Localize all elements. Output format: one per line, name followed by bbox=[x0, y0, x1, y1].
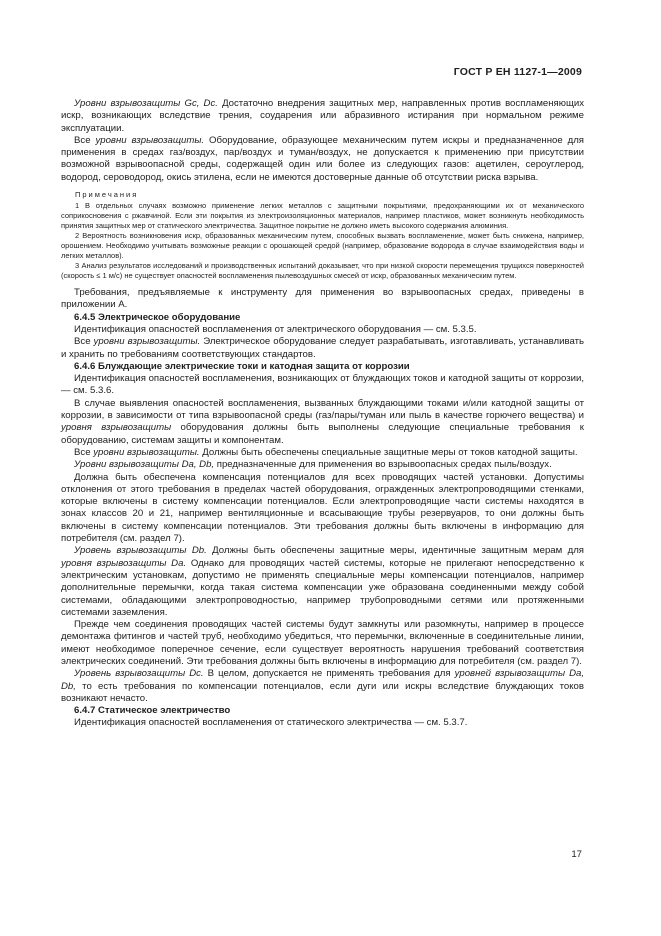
page-number: 17 bbox=[571, 849, 582, 860]
paragraph: Идентификация опасностей воспламенения от статического электричества — см. 5.3.7. bbox=[74, 717, 468, 729]
paragraph: Уровни взрывозащиты Da, Db, предназначенные для применения во взрывоопасных средах пыль/воздух. bbox=[74, 459, 552, 471]
note: 1 В отдельных случаях возможно применение легких металлов с защитными покрытиями, предохраняющими их от механического соприкосновения с ржавчиной. Если эти покрытия из электроизоляционных материалов, например пластиков, может возникнуть необходимость принятия защитных мер от статического электричества. Защитное покрытие не должно иметь высокого содержания алюминия. bbox=[61, 201, 584, 231]
paragraph: Должна быть обеспечена компенсация потенциалов для всех проводящих частей установки. Допустимы отклонения от этого требования в пределах частей оборудования, огражденных электропроводящими стенками, которые включены в систему компенсации потенциалов. Если электропроводящие части системы находятся в зонах классов 20 и 21, например вентиляционные и всасывающие трубы резервуаров, то они должны быть включены в систему компенсации потенциалов. Эти требования должны быть включены в информацию для потребителя (см. раздел 7). bbox=[61, 471, 584, 545]
page-body bbox=[61, 98, 584, 730]
section-heading: 6.4.7 Статическое электричество bbox=[74, 705, 231, 717]
paragraph: Уровень взрывозащиты Dc. В целом, допускается не применять требования для уровней взрывозащиты Da, Db, то есть требования по компенсации потенциалов, если дуги или искры вследствие блуждающих токов возникают нечасто. bbox=[61, 668, 584, 704]
paragraph: Все уровни взрывозащиты. Должны быть обеспечены специальные защитные меры от токов катодной защиты. bbox=[74, 446, 578, 458]
document-header: ГОСТ Р ЕН 1127-1—2009 bbox=[453, 66, 582, 78]
paragraph: Идентификация опасностей воспламенения от электрического оборудования — см. 5.3.5. bbox=[74, 323, 477, 335]
paragraph: В случае выявления опасностей воспламенения, вызванных блуждающими токами и/или катодной защиты от коррозии, в зависимости от типа взрывоопасной среды (газ/пары/туман или пыль в качестве горючего вещества) и уровня взрывозащиты оборудования должны быть выполнены следующие специальные требования к оборудованию, системам защиты и компонентам. bbox=[61, 397, 585, 446]
paragraph: Уровень взрывозащиты Db. Должны быть обеспечены защитные меры, идентичные защитным мерам для уровня взрывозащиты Da. Однако для проводящих частей системы, которые не прилегают непосредственно к электрическим установкам, допустимо не применять специальные меры компенсации потенциалов, например дополнительные перемычки, когда такая система компенсации уже образована соединенными между собой системами, обладающими электропроводностью, например трубопроводными сетями или протяженными системами заземления. bbox=[61, 545, 584, 618]
paragraph: Требования, предъявляемые к инструменту для применения во взрывоопасных средах, приведены в приложении А. bbox=[61, 287, 584, 311]
section-heading: 6.4.5 Электрическое оборудование bbox=[74, 311, 241, 323]
note: 2 Вероятность возникновения искр, образованных механическим путем, способных вызвать воспламенение, может быть снижена, например, орошением. Необходимо учитывать возможные реакции с орошающей средой (например, образование водорода в случае взаимодействия воды и легких металлов). bbox=[61, 231, 584, 261]
paragraph: Прежде чем соединения проводящих частей системы будут замкнуты или разомкнуты, например в процессе демонтажа фитингов и частей труб, необходимо убедиться, что перемычки, включенные в соединительные линии, имеют необходимое поперечное сечение, если существует вероятность нарушения требований соответствия электрических соединений. Эти требования должны быть включены в информацию для потребителя (см. раздел 7). bbox=[61, 619, 584, 667]
paragraph: Все уровни взрывозащиты. Электрическое оборудование следует разрабатывать, изготавливать, устанавливать и хранить по требованиям соответствующих стандартов. bbox=[61, 336, 584, 360]
section-heading: 6.4.6 Блуждающие электрические токи и катодная защита от коррозии bbox=[74, 360, 410, 372]
paragraph: Все уровни взрывозащиты. Оборудование, образующее механическим путем искры и предназначенное для применения в средах газ/воздух, пар/воздух и туман/воздух, не допускается к применению при присутствии возможной взрывоопасной среды, содержащей один или более из следующих газов: ацетилен, сероуглерод, водород, сероводород, окись этилена, если не имеются достоверные данные об отсутствии риска взрыва. bbox=[61, 134, 584, 183]
paragraph: Идентификация опасностей воспламенения, возникающих от блуждающих токов и катодной защиты от коррозии, — см. 5.3.6. bbox=[61, 373, 584, 397]
paragraph: Уровни взрывозащиты Gc, Dc. Достаточно внедрения защитных мер, направленных против воспламеняющих искр, возникающих вследствие трения, соударения или абразивного истирания при нормальном режиме эксплуатации. bbox=[61, 98, 584, 134]
notes-heading: Примечания bbox=[75, 190, 139, 200]
note: 3 Анализ результатов исследований и производственных испытаний доказывает, что при низкой скорости перемещения трущихся поверхностей (скорость ≤ 1 м/с) не существует опасностей воспламенения пылевоздушных смесей от искр, образованных механическим путем. bbox=[61, 261, 584, 281]
